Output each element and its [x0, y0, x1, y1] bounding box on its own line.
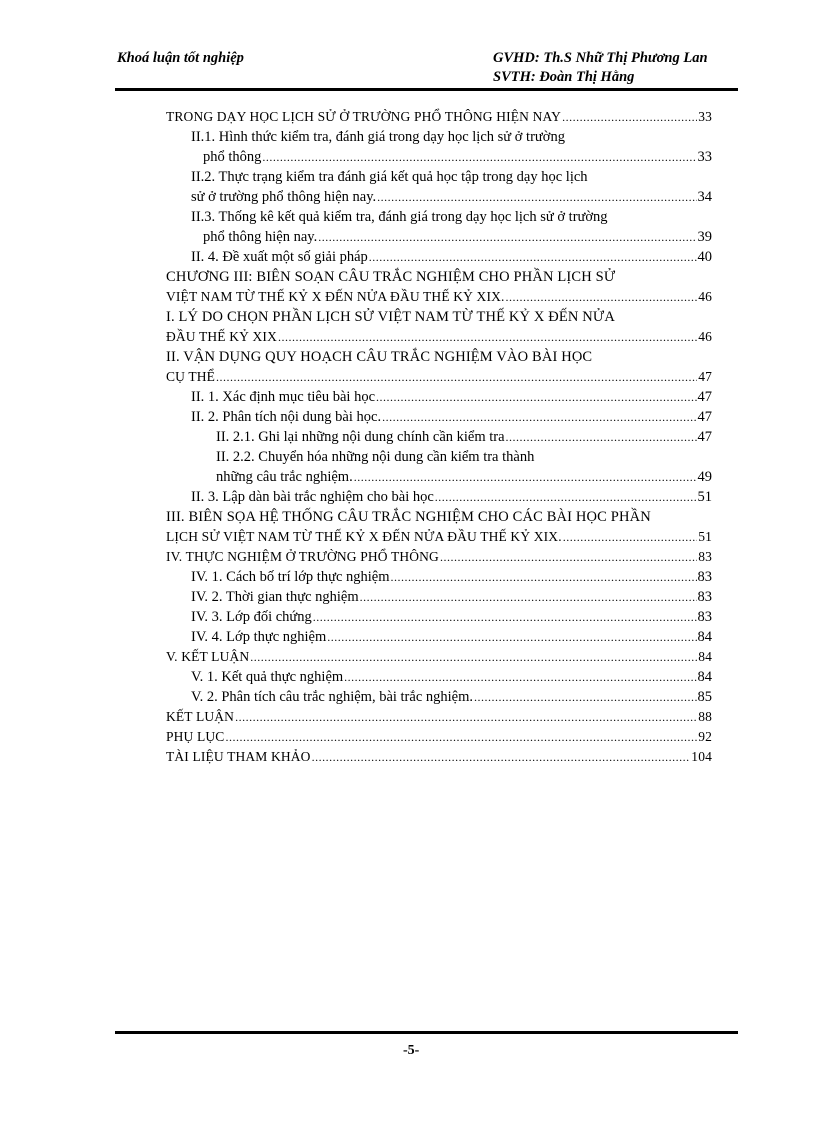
dot-leader	[440, 547, 697, 567]
toc-page-number: 83	[697, 609, 712, 625]
header-thesis-title: Khoá luận tốt nghiệp	[117, 50, 244, 66]
toc-page-number: 83	[698, 549, 712, 564]
toc-entry[interactable]: những câu trắc nghiệm. ..... 49	[216, 467, 712, 487]
toc-entry[interactable]: ĐẦU THẾ KỶ XIX ..... 46	[166, 327, 712, 347]
toc-page-number: 39	[697, 229, 712, 245]
toc-entry[interactable]: CỤ THỂ ..... 47	[166, 367, 712, 387]
toc-page-number: 33	[698, 109, 712, 124]
toc-page-number: 40	[697, 249, 712, 265]
footer-rule	[115, 1031, 738, 1034]
dot-leader	[506, 287, 698, 307]
toc-page-number: 33	[697, 149, 712, 165]
toc-entry[interactable]: TRONG DẠY HỌC LỊCH SỬ Ở TRƯỜNG PHỔ THÔNG HIỆN NAY ..... 33	[166, 107, 712, 127]
toc-entry[interactable]: II. 1. Xác định mục tiêu bài học ..... 47	[191, 387, 712, 407]
toc-entry[interactable]: IV. 4. Lớp thực nghiệm ..... 84	[191, 627, 712, 647]
toc-page-number: 47	[697, 389, 712, 405]
toc-entry[interactable]: IV. 2. Thời gian thực nghiệm ..... 83	[191, 587, 712, 607]
toc-entry[interactable]: IV. 3. Lớp đối chứng ..... 83	[191, 607, 712, 627]
header-student: SVTH: Đoàn Thị Hằng	[493, 69, 635, 85]
toc-entry[interactable]: LỊCH SỬ VIỆT NAM TỪ THẾ KỶ X ĐẾN NỬA ĐẦU THẾ KỶ XIX. ..... 51	[166, 527, 712, 547]
toc-entry[interactable]: phổ thông hiện nay. ..... 39	[203, 227, 712, 247]
toc-entry-line[interactable]: II.1. Hình thức kiểm tra, đánh giá trong dạy học lịch sử ở trường	[191, 129, 565, 145]
toc-page-number: 46	[698, 329, 712, 344]
toc-entry[interactable]: V. KẾT LUẬN ..... 84	[166, 647, 712, 667]
dot-leader	[360, 587, 697, 607]
toc-page-number: 85	[697, 689, 712, 705]
dot-leader	[369, 247, 697, 267]
toc-entry-line[interactable]: II. VẬN DỤNG QUY HOẠCH CÂU TRẮC NGHIỆM VÀO BÀI HỌC	[166, 349, 593, 365]
dot-leader	[377, 187, 696, 207]
toc-page-number: 51	[697, 489, 712, 505]
dot-leader	[344, 667, 696, 687]
toc-page-number: 47	[698, 369, 712, 384]
toc-page-number: 84	[697, 629, 712, 645]
dot-leader	[562, 107, 697, 127]
toc-entry-line[interactable]: II.3. Thống kê kết quả kiểm tra, đánh giá trong dạy học lịch sử ở trường	[191, 209, 608, 225]
toc-page-number: 49	[697, 469, 712, 485]
toc-page-number: 83	[697, 569, 712, 585]
toc-page-number: 88	[698, 709, 712, 724]
toc-page-number: 51	[698, 529, 712, 544]
toc-entry[interactable]: sử ở trường phổ thông hiện nay. ..... 34	[191, 187, 712, 207]
toc-entry[interactable]: V. 2. Phân tích câu trắc nghiệm, bài trắc nghiệm. ..... 85	[191, 687, 712, 707]
dot-leader	[250, 647, 697, 667]
dot-leader	[313, 607, 697, 627]
toc-page-number: 46	[698, 289, 712, 304]
toc-page-number: 47	[697, 409, 712, 425]
dot-leader	[318, 227, 696, 247]
toc-entry[interactable]: VIỆT NAM TỪ THẾ KỶ X ĐẾN NỬA ĐẦU THẾ KỶ XIX. ..... 46	[166, 287, 712, 307]
toc-entry[interactable]: PHỤ LỤC ..... 92	[166, 727, 712, 747]
dot-leader	[262, 147, 696, 167]
page-number: -5-	[403, 1043, 420, 1058]
toc-entry[interactable]: phổ thông ..... 33	[203, 147, 712, 167]
toc-entry[interactable]: II. 2. Phân tích nội dung bài học. ..... 47	[191, 407, 712, 427]
toc-page-number: 104	[691, 749, 712, 764]
toc-entry[interactable]: KẾT LUẬN ..... 88	[166, 707, 712, 727]
toc-entry-line[interactable]: CHƯƠNG III: BIÊN SOẠN CÂU TRẮC NGHIỆM CHO PHẦN LỊCH SỬ	[166, 269, 616, 285]
toc-page-number: 92	[698, 729, 712, 744]
header-supervisor: GVHD: Th.S Nhữ Thị Phương Lan	[493, 50, 708, 66]
dot-leader	[354, 467, 697, 487]
toc-entry-line[interactable]: III. BIÊN SỌA HỆ THỐNG CÂU TRẮC NGHIỆM CHO CÁC BÀI HỌC PHẦN	[166, 509, 651, 525]
dot-leader	[391, 567, 697, 587]
dot-leader	[327, 627, 696, 647]
toc-entry[interactable]: V. 1. Kết quả thực nghiệm ..... 84	[191, 667, 712, 687]
toc-page-number: 84	[697, 669, 712, 685]
dot-leader	[506, 427, 697, 447]
toc-page-number: 47	[697, 429, 712, 445]
toc-page-number: 84	[698, 649, 712, 664]
toc-page-number: 83	[697, 589, 712, 605]
dot-leader	[382, 407, 696, 427]
toc-entry-line[interactable]: I. LÝ DO CHỌN PHẦN LỊCH SỬ VIỆT NAM TỪ THẾ KỶ X ĐẾN NỬA	[166, 309, 615, 325]
dot-leader	[278, 327, 697, 347]
toc-page-number: 34	[697, 189, 712, 205]
toc-entry-line[interactable]: II.2. Thực trạng kiểm tra đánh giá kết quả học tập trong dạy học lịch	[191, 169, 588, 185]
dot-leader	[376, 387, 696, 407]
toc-entry[interactable]: IV. 1. Cách bố trí lớp thực nghiệm ..... 83	[191, 567, 712, 587]
dot-leader	[235, 707, 697, 727]
toc-entry[interactable]: IV. THỰC NGHIỆM Ở TRƯỜNG PHỔ THÔNG ..... 83	[166, 547, 712, 567]
dot-leader	[225, 727, 697, 747]
dot-leader	[216, 367, 697, 387]
toc-entry[interactable]: II. 3. Lập dàn bài trắc nghiệm cho bài học ..... 51	[191, 487, 712, 507]
dot-leader	[474, 687, 697, 707]
dot-leader	[435, 487, 697, 507]
toc-entry-line[interactable]: II. 2.2. Chuyển hóa những nội dung cần kiểm tra thành	[216, 449, 535, 465]
dot-leader	[312, 747, 691, 767]
toc-entry[interactable]: II. 2.1. Ghi lại những nội dung chính cần kiểm tra ..... 47	[216, 427, 712, 447]
dot-leader	[563, 527, 697, 547]
toc-entry[interactable]: II. 4. Đề xuất một số giải pháp ..... 40	[191, 247, 712, 267]
header-rule	[115, 88, 738, 91]
toc-entry[interactable]: TÀI LIỆU THAM KHẢO ..... 104	[166, 747, 712, 767]
